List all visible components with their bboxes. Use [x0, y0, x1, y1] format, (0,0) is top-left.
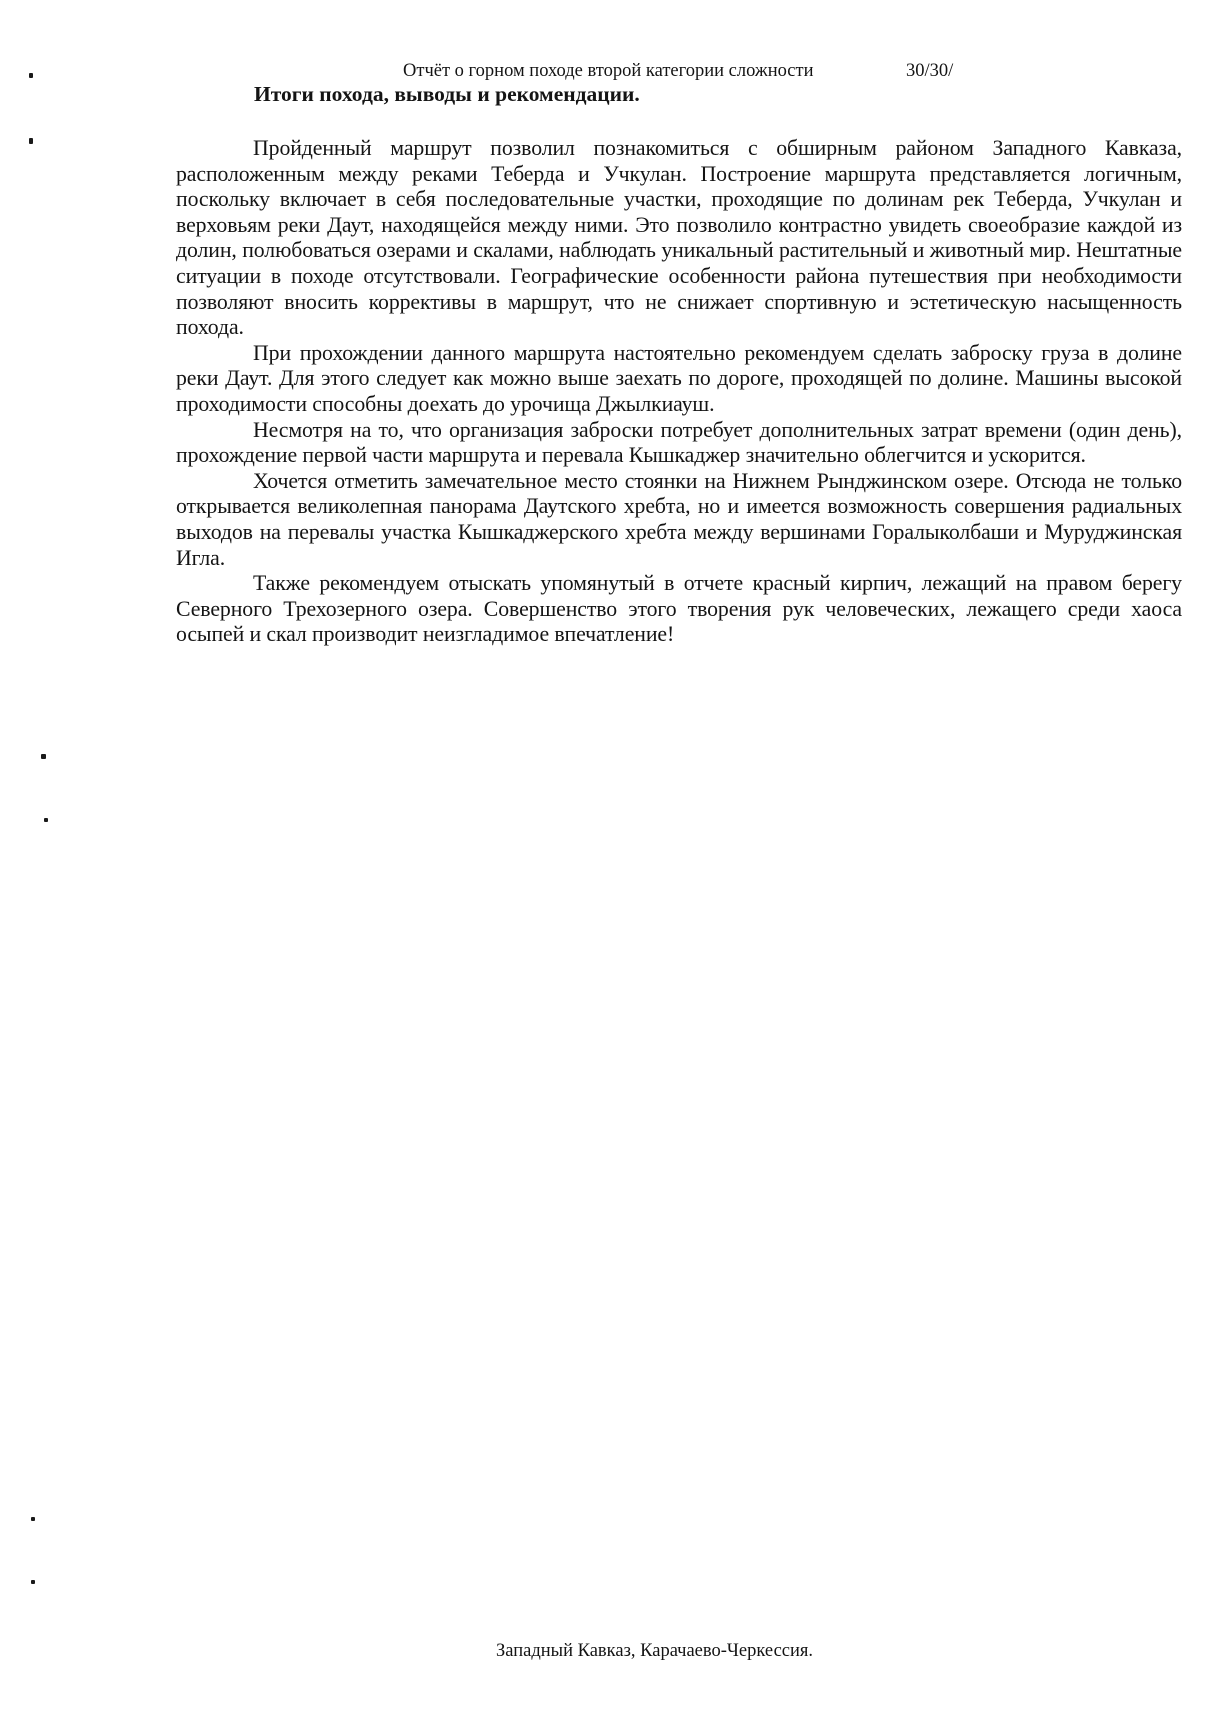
- header-title: Отчёт о горном походе второй категории сложности: [403, 61, 814, 81]
- section-title: Итоги похода, выводы и рекомендации.: [254, 82, 640, 106]
- scan-speck: [29, 73, 33, 78]
- scan-speck: [44, 818, 48, 822]
- paragraph-cache-benefits: Несмотря на то, что организация заброски потребует дополнительных затрат времени (один день), прохождение первой части маршрута и перевала Кышкаджер значительно облегчится и ускорится.: [176, 417, 1182, 468]
- paragraph-cache-recommendation: При прохождении данного маршрута настоятельно рекомендуем сделать заброску груза в долине реки Даут. Для этого следует как можно выше заехать по дороге, проходящей по долине. Машины высокой проходимости способны доехать до урочища Джылкиауш.: [176, 340, 1182, 416]
- scan-speck: [31, 1580, 35, 1584]
- page-number: 30/30/: [906, 61, 954, 81]
- scan-speck: [29, 138, 33, 144]
- paragraph-route-summary: Пройденный маршрут позволил познакомиться с обширным районом Западного Кавказа, расположенным между реками Теберда и Учкулан. Построение маршрута представляется логичным, поскольку включает в себя последовательные участки, проходящие по долинам рек Теберда, Учкулан и верховьям реки Даут, находящейся между ними. Это позволило контрастно увидеть своеобразие каждой из долин, полюбоваться озерами и скалами, наблюдать уникальный растительный и животный мир. Нештатные ситуации в походе отсутствовали. Географические особенности района путешествия при необходимости позволяют вносить коррективы в маршрут, что не снижает спортивную и эстетическую насыщенность похода.: [176, 136, 1182, 340]
- scan-speck: [31, 1517, 35, 1521]
- document-body: [176, 136, 1182, 648]
- page-footer: Западный Кавказ, Карачаево-Черкессия.: [496, 1641, 814, 1661]
- scan-speck: [41, 754, 46, 759]
- paragraph-red-brick: Также рекомендуем отыскать упомянутый в отчете красный кирпич, лежащий на правом берегу Северного Трехозерного озера. Совершенство этого творения рук человеческих, лежащего среди хаоса осыпей и скал производит неизгладимое впечатление!: [176, 571, 1182, 647]
- paragraph-campsite: Хочется отметить замечательное место стоянки на Нижнем Рынджинском озере. Отсюда не только открывается великолепная панорама Даутского хребта, но и имеется возможность совершения радиальных выходов на перевалы участка Кышкаджерского хребта между вершинами Горалыколбаши и Муруджинская Игла.: [176, 468, 1182, 570]
